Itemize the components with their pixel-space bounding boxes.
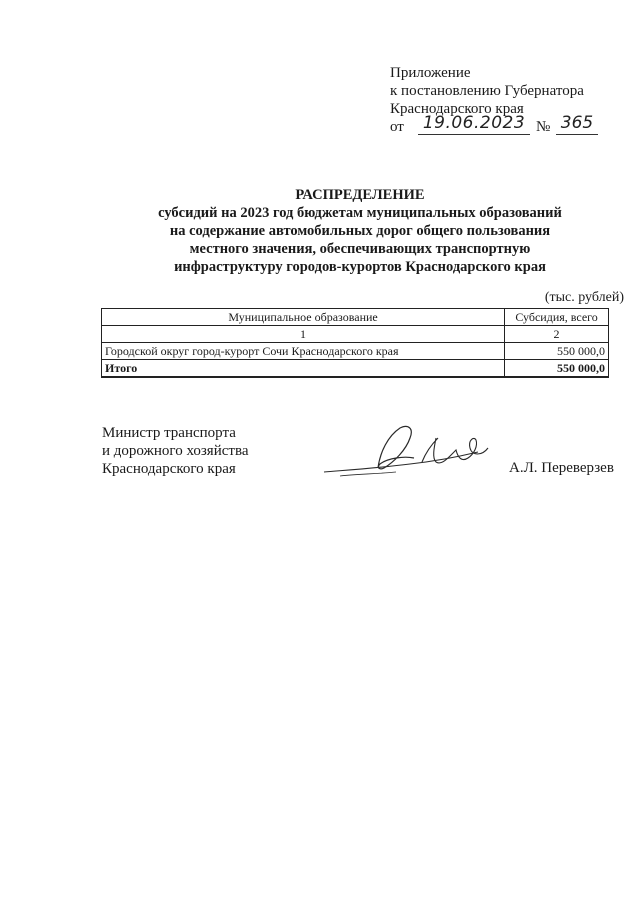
number-underline xyxy=(556,134,598,135)
total-row xyxy=(102,360,609,378)
total-amount: 550 000,0 xyxy=(505,360,609,378)
column-number-1: 1 xyxy=(102,326,505,343)
date-underline xyxy=(418,134,530,135)
header-subsidy: Субсидия, всего xyxy=(505,309,609,326)
table-row xyxy=(102,343,609,360)
title-heading: РАСПРЕДЕЛЕНИЕ xyxy=(295,187,425,203)
appendix-region: Краснодарского края xyxy=(390,101,524,117)
row-amount: 550 000,0 xyxy=(505,343,609,360)
row-municipality: Городской округ город-курорт Сочи Краснодарского края xyxy=(102,343,505,360)
title-line-4: инфраструктуру городов-курортов Краснодарского края xyxy=(174,259,546,275)
column-number-2: 2 xyxy=(505,326,609,343)
distribution-table xyxy=(101,308,609,378)
document-title xyxy=(80,186,640,276)
header-municipality: Муниципальное образование xyxy=(102,309,505,326)
number-prefix: № xyxy=(536,119,551,135)
handwritten-date: 19.06.2023 xyxy=(422,113,526,133)
appendix-resolution-ref: к постановлению Губернатора xyxy=(390,83,584,99)
handwritten-number: 365 xyxy=(560,113,594,133)
signatory-name: А.Л. Переверзев xyxy=(509,460,614,476)
position-line-1: Министр транспорта xyxy=(102,425,236,441)
position-line-2: и дорожного хозяйства xyxy=(102,443,249,459)
column-number-row xyxy=(102,326,609,343)
date-prefix: от xyxy=(390,119,404,135)
total-label: Итого xyxy=(102,360,505,378)
title-line-1: субсидий на 2023 год бюджетам муниципальных образований xyxy=(158,205,562,221)
signatory-position xyxy=(102,424,249,478)
appendix-date-number-row xyxy=(390,113,630,138)
title-line-2: на содержание автомобильных дорог общего пользования xyxy=(169,223,551,239)
handwritten-signature xyxy=(318,422,498,488)
appendix-title: Приложение xyxy=(390,65,471,81)
table-header-row xyxy=(102,309,609,326)
appendix-header xyxy=(390,64,630,138)
units-note: (тыс. рублей) xyxy=(544,290,624,305)
title-line-3: местного значения, обеспечивающих транспортную xyxy=(189,241,531,257)
position-line-3: Краснодарского края xyxy=(102,461,236,477)
